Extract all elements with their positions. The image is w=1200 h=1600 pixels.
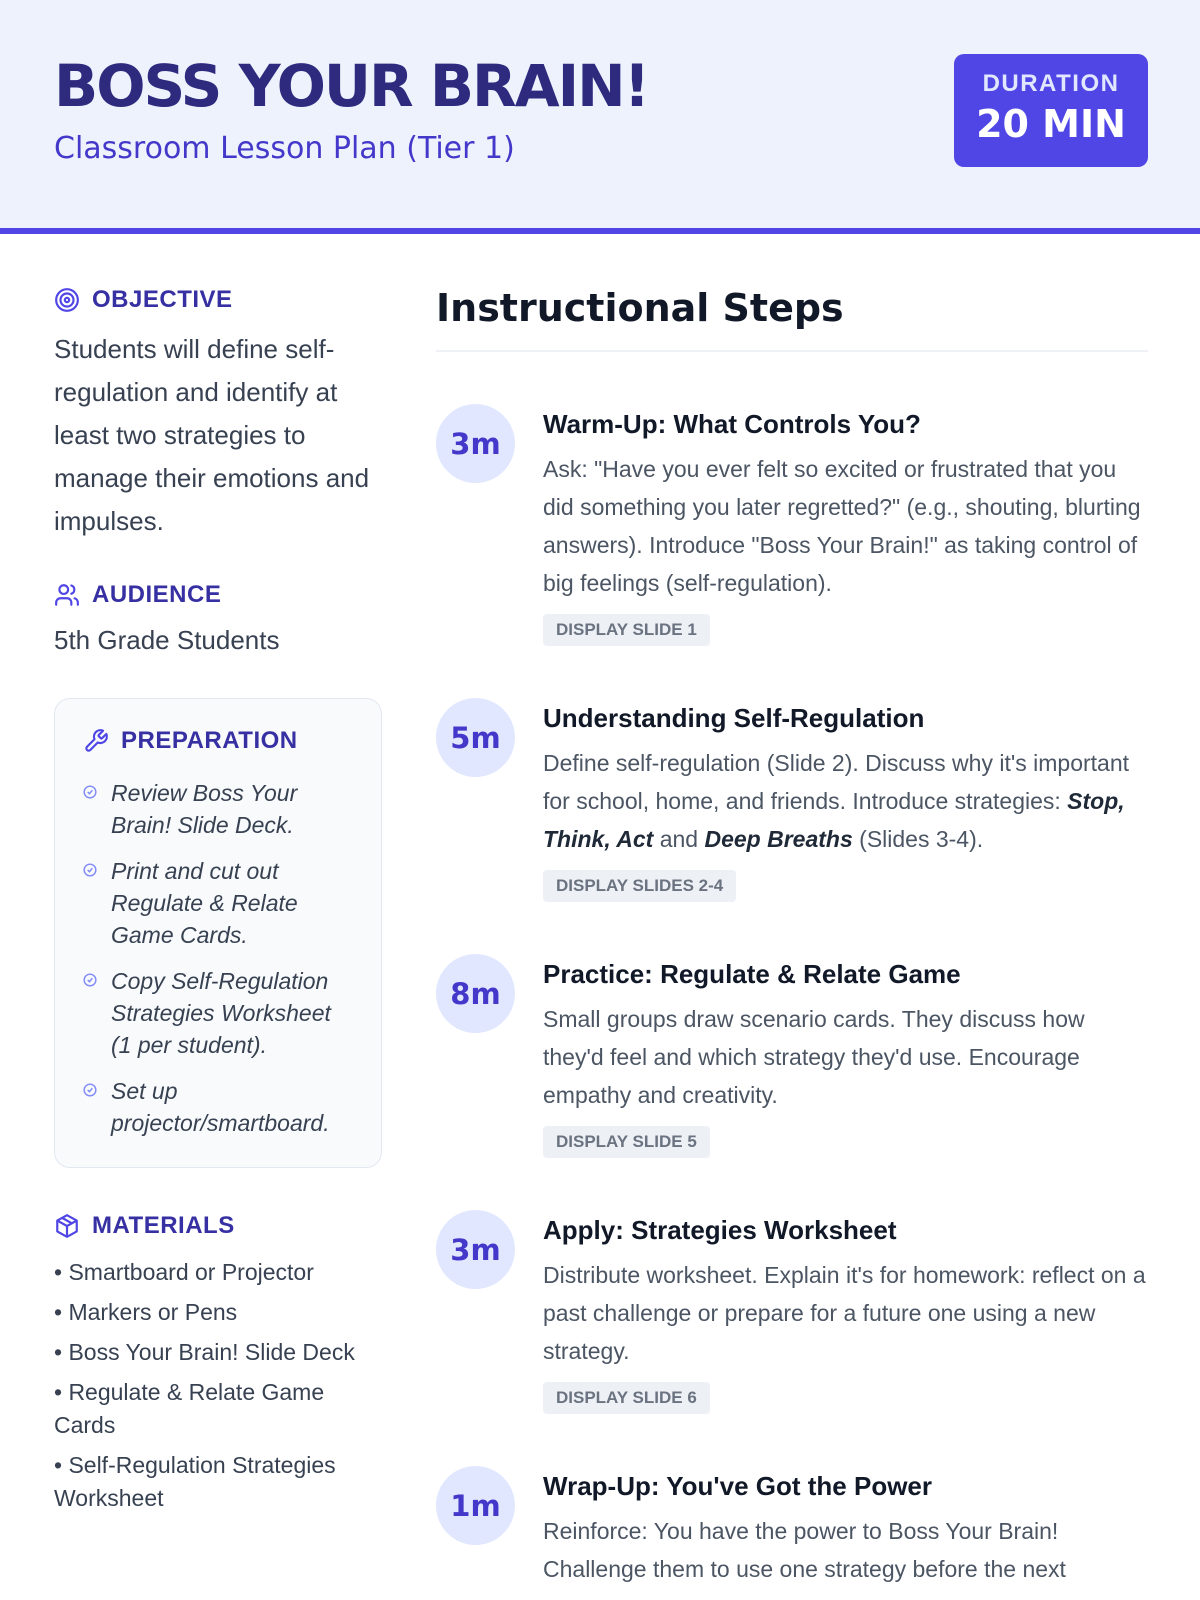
preparation-heading <box>83 727 357 755</box>
page-header <box>0 0 1200 234</box>
step-tag: DISPLAY SLIDES 2-4 <box>543 870 736 902</box>
list-item: • Markers or Pens <box>54 1299 238 1325</box>
step-title: Understanding Self-Regulation <box>543 703 925 733</box>
page-title: BOSS YOUR BRAIN! <box>54 52 649 120</box>
check-circle-icon <box>83 1083 97 1097</box>
step-time: 8m <box>436 954 515 1033</box>
step-item <box>436 1454 1148 1588</box>
step-description: Reinforce: You have the power to Boss Your Brain! Challenge them to use one strategy before the next <box>543 1518 1066 1582</box>
step-time: 1m <box>436 1466 515 1545</box>
audience-heading <box>54 581 384 609</box>
step-description-text: and <box>653 826 705 852</box>
preparation-item-text: Review Boss Your Brain! Slide Deck. <box>111 780 298 838</box>
list-item: • Smartboard or Projector <box>54 1259 314 1285</box>
step-item <box>436 942 1148 1158</box>
step-tag: DISPLAY SLIDE 1 <box>543 614 710 646</box>
target-icon <box>54 287 80 313</box>
instructional-steps <box>436 286 1148 1588</box>
step-time: 5m <box>436 698 515 777</box>
list-item <box>83 855 357 951</box>
preparation-item-text: Copy Self-Regulation Strategies Worksheet (1 per student). <box>111 968 331 1058</box>
divider <box>436 350 1148 352</box>
materials-heading-text: MATERIALS <box>92 1212 235 1239</box>
duration-label: DURATION <box>982 70 1120 97</box>
step-title: Warm-Up: What Controls You? <box>543 409 921 439</box>
materials-list <box>54 1256 384 1515</box>
preparation-box <box>54 698 382 1168</box>
step-title: Wrap-Up: You've Got the Power <box>543 1471 932 1501</box>
box-icon <box>54 1213 80 1239</box>
step-tag: DISPLAY SLIDE 5 <box>543 1126 710 1158</box>
preparation-item-text: Set up projector/smartboard. <box>111 1078 330 1136</box>
step-tag: DISPLAY SLIDE 6 <box>543 1382 710 1414</box>
step-time: 3m <box>436 404 515 483</box>
preparation-heading-text: PREPARATION <box>121 727 298 754</box>
list-item <box>83 777 357 841</box>
duration-value: 20 MIN <box>976 102 1126 146</box>
step-description-text: Define self-regulation (Slide 2). Discuss why it's important for school, home, and friends. Introduce strategies: <box>543 750 1130 814</box>
objective-heading-text: OBJECTIVE <box>92 286 233 313</box>
step-title: Apply: Strategies Worksheet <box>543 1215 897 1245</box>
audience-heading-text: AUDIENCE <box>92 581 222 608</box>
step-description-emphasis: Stop, Think, Act <box>543 788 1125 852</box>
steps-title: Instructional Steps <box>436 286 844 330</box>
step-item <box>436 1198 1148 1414</box>
check-circle-icon <box>83 973 97 987</box>
wrench-icon <box>83 728 109 754</box>
list-item: • Regulate & Relate Game Cards <box>54 1379 325 1438</box>
step-time: 3m <box>436 1210 515 1289</box>
step-description: Distribute worksheet. Explain it's for homework: reflect on a past challenge or prepare for a future one using a new strategy. <box>543 1262 1146 1364</box>
duration-badge <box>954 54 1148 167</box>
check-circle-icon <box>83 785 97 799</box>
users-icon <box>54 582 80 608</box>
step-description-emphasis: Deep Breaths <box>704 826 853 852</box>
step-description-text: (Slides 3-4). <box>852 826 984 852</box>
step-item <box>436 686 1148 902</box>
list-item <box>83 965 357 1061</box>
objective-text: Students will define self-regulation and identify at least two strategies to manage their emotions and impulses. <box>54 334 370 536</box>
page-subtitle: Classroom Lesson Plan (Tier 1) <box>54 131 515 166</box>
step-description: Ask: "Have you ever felt so excited or frustrated that you did something you later regretted?" (e.g., shouting, blurting answers). Introduce "Boss Your Brain!" as taking control of big feelings (self-regulation). <box>543 456 1141 596</box>
objective-heading <box>54 286 384 314</box>
step-description <box>543 744 1148 858</box>
step-description: Small groups draw scenario cards. They discuss how they'd feel and which strategy they'd use. Encourage empathy and creativity. <box>543 1006 1085 1108</box>
sidebar <box>54 286 384 1522</box>
step-item <box>436 392 1148 646</box>
preparation-list <box>83 777 357 1139</box>
audience-text: 5th Grade Students <box>54 625 280 655</box>
list-item: • Boss Your Brain! Slide Deck <box>54 1339 355 1365</box>
list-item <box>83 1075 357 1139</box>
preparation-item-text: Print and cut out Regulate & Relate Game Cards. <box>111 858 298 948</box>
step-title: Practice: Regulate & Relate Game <box>543 959 961 989</box>
materials-heading <box>54 1212 384 1240</box>
check-circle-icon <box>83 863 97 877</box>
list-item: • Self-Regulation Strategies Worksheet <box>54 1452 336 1511</box>
